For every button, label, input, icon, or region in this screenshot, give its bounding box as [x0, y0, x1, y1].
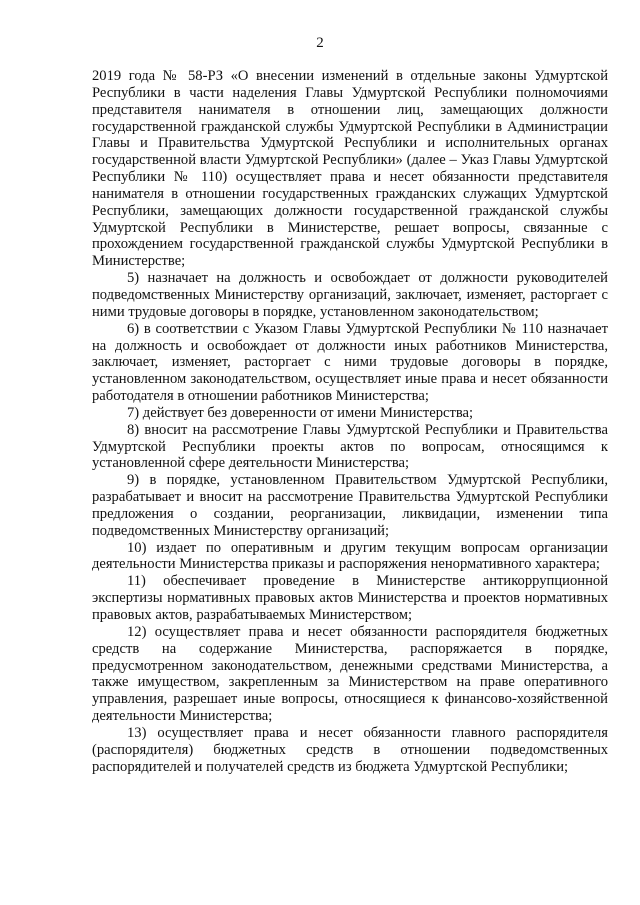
page-number: 2 — [316, 35, 324, 51]
paragraph-item-10: 10) издает по оперативным и другим текущим вопросам организации деятельности Министерства приказы и распоряжения ненормативного характера; — [92, 539, 608, 573]
paragraph-item-9: 9) в порядке, установленном Правительством Удмуртской Республики, разрабатывает и вносит на рассмотрение Правительства Удмуртской Республики предложения о создании, реорганизации, ликвидации, изменении типа подведомственных Министерству организаций; — [92, 472, 608, 539]
paragraph-item-13: 13) осуществляет права и несет обязанности главного распорядителя (распорядителя) бюджетных средств в отношении подведомственных распорядителей и получателей средств из бюджета Удмуртской Республики; — [92, 724, 608, 775]
paragraph-continuation: 2019 года № 58-РЗ «О внесении изменений в отдельные законы Удмуртской Республики в части наделения Главы Удмуртской Республики полномочиями представителя нанимателя в отношении лиц, замещающих должности государственной гражданской службы Удмуртской Республики в Администрации Главы и Правительства Удмуртской Республики и исполнительных органах государственной власти Удмуртской Республики» (далее – Указ Главы Удмуртской Республики № 110) осуществляет права и несет обязанности представителя нанимателя в отношении государственных гражданских служащих Удмуртской Республики, замещающих должности государственной гражданской службы Удмуртской Республики в Министерстве, решает вопросы, связанные с прохождением государственной гражданской службы Удмуртской Республики в Министерстве; — [92, 68, 608, 270]
paragraph-item-7: 7) действует без доверенности от имени Министерства; — [127, 404, 474, 421]
paragraph-item-6: 6) в соответствии с Указом Главы Удмуртской Республики № 110 назначает на должность и освобождает от должности иных работников Министерства, заключает, изменяет, расторгает с ними трудовые договоры в порядке, установленном законодательством, осуществляет иные права и несет обязанности работодателя в отношении работников Министерства; — [92, 320, 608, 405]
paragraph-item-11: 11) обеспечивает проведение в Министерстве антикоррупционной экспертизы нормативных правовых актов Министерства и проектов нормативных правовых актов, разрабатываемых Министерством; — [92, 573, 608, 623]
paragraph-item-12: 12) осуществляет права и несет обязанности распорядителя бюджетных средств на содержание Министерства, распоряжается в порядке, предусмотренном законодательством, денежными средствами Министерства, а также имуществом, закрепленным за Министерством на праве оперативного управления, разрешает иные вопросы, относящиеся к финансово-хозяйственной деятельности Министерства; — [92, 623, 608, 725]
document-body — [92, 68, 608, 775]
paragraph-item-5: 5) назначает на должность и освобождает от должности руководителей подведомственных Министерству организаций, заключает, изменяет, расторгает с ними трудовые договоры в порядке, установленном законодательством; — [92, 270, 608, 320]
paragraph-item-8: 8) вносит на рассмотрение Главы Удмуртской Республики и Правительства Удмуртской Республики проекты актов по вопросам, относящимся к установленной сфере деятельности Министерства; — [92, 421, 608, 472]
